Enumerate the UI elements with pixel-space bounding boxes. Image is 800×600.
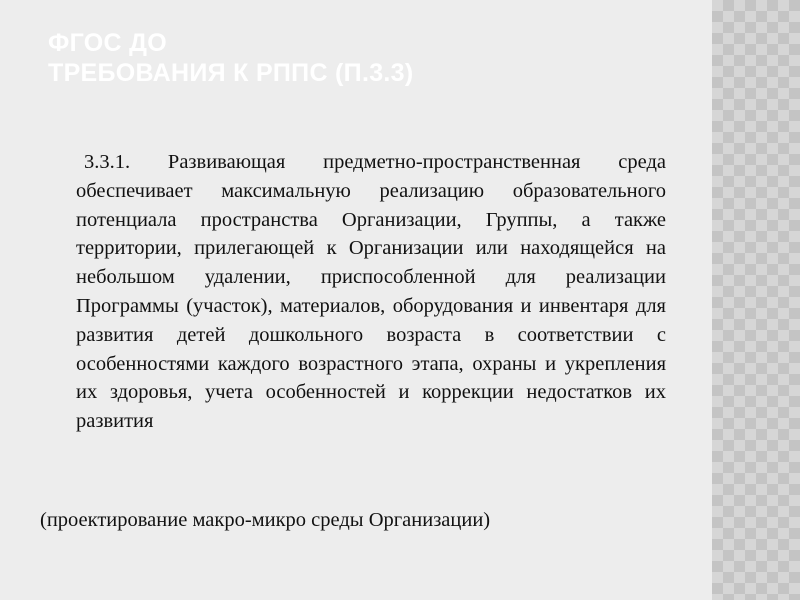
slide-title-line-1: ФГОС ДО bbox=[48, 29, 167, 57]
slide-body-text: 3.3.1. Развивающая предметно-пространственная среда обеспечивает максимальную реализацию образовательного потенциала пространства Организации, Группы, а также территории, прилегающей к Организации или находящейся на небольшом удалении, приспособленной для реализации Программы (участок), материалов, оборудования и инвентаря для развития детей дошкольного возраста в соответствии с особенностями каждого возрастного этапа, охраны и укрепления их здоровья, учета особенностей и коррекции недостатков их развития bbox=[76, 151, 666, 433]
slide-title-line-2: ТРЕБОВАНИЯ К РППС (П.3.3) bbox=[48, 59, 414, 87]
decorative-side-pattern bbox=[712, 0, 800, 600]
slide-note: (проектирование макро-микро среды Организации) bbox=[40, 509, 491, 531]
slide-title bbox=[48, 28, 688, 88]
